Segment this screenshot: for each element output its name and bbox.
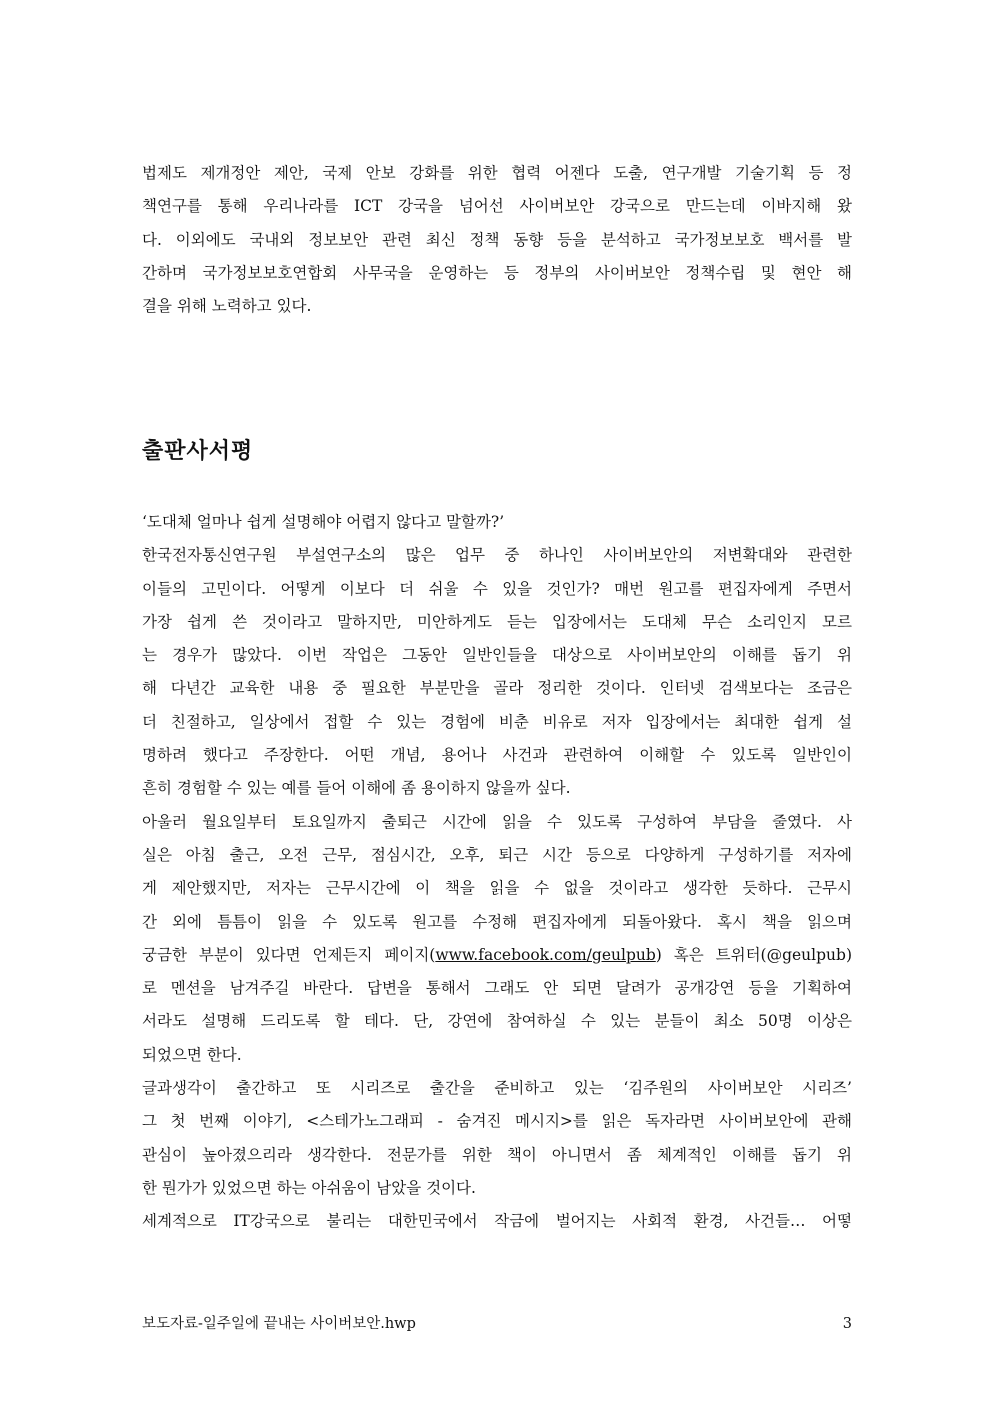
text-line: 로 멘션을 남겨주길 바란다. 답변을 통해서 그래도 안 되면 달려가 공개강연 등을 기획하여: [142, 979, 852, 998]
footer-page-number: 3: [842, 1316, 852, 1332]
text-line: 해 다년간 교육한 내용 중 필요한 부분만을 골라 정리한 것이다. 인터넷 검색보다는 조금은: [142, 679, 852, 698]
text-line: 실은 아침 출근, 오전 근무, 점심시간, 오후, 퇴근 시간 등으로 다양하게 구성하기를 저자에: [142, 845, 852, 864]
text-line: 법제도 제개정안 제안, 국제 안보 강화를 위한 협력 어젠다 도출, 연구개발 기술기획 등 정: [142, 164, 852, 182]
text-line: 결을 위해 노력하고 있다.: [142, 297, 312, 316]
text-line: 더 친절하고, 일상에서 접할 수 있는 경험에 비춘 비유로 저자 입장에서는 최대한 쉽게 설: [142, 712, 852, 731]
text-line: 흔히 경험할 수 있는 예를 들어 이해에 좀 용이하지 않을까 싶다.: [142, 779, 571, 798]
text-line: 아울러 월요일부터 토요일까지 출퇴근 시간에 읽을 수 있도록 구성하여 부담을 줄였다. 사: [142, 812, 852, 831]
review-body: [142, 509, 852, 1242]
text-line: 서라도 설명해 드리도록 할 테다. 단, 강연에 참여하실 수 있는 분들이 최소 50명 이상은: [142, 1012, 852, 1031]
text-line: 다. 이외에도 국내외 정보보안 관련 최신 정책 동향 등을 분석하고 국가정보보호 백서를 발: [142, 230, 852, 249]
link-prefix: 궁금한 부분이 있다면 언제든지 페이지(: [142, 945, 436, 964]
section-title: 출판사서평: [142, 438, 254, 464]
text-line: 는 경우가 많았다. 이번 작업은 그동안 일반인들을 대상으로 사이버보안의 이해를 돕기 위: [142, 646, 852, 665]
text-line: 한 뭔가가 있었으면 하는 아쉬움이 남았을 것이다.: [142, 1178, 476, 1197]
intro-paragraph: [142, 160, 852, 326]
text-line: 되었으면 한다.: [142, 1045, 242, 1064]
quote-line: ‘도대체 얼마나 쉽게 설명해야 어렵지 않다고 말할까?’: [142, 513, 505, 531]
text-line: 그 첫 번째 이야기, <스테가노그래피 - 숨겨진 메시지>를 읽은 독자라면 사이버보안에 관해: [142, 1112, 852, 1131]
text-line: 간 외에 틈틈이 읽을 수 있도록 원고를 수정해 편집자에게 되돌아왔다. 혹시 책을 읽으며: [142, 912, 852, 931]
text-line: 글과생각이 출간하고 또 시리즈로 출간을 준비하고 있는 ‘김주원의 사이버보안 시리즈’: [142, 1079, 852, 1098]
text-line: 한국전자통신연구원 부설연구소의 많은 업무 중 하나인 사이버보안의 저변확대와 관련한: [142, 546, 852, 565]
text-line: 게 제안했지만, 저자는 근무시간에 이 책을 읽을 수 없을 것이라고 생각한 듯하다. 근무시: [142, 879, 852, 898]
link-suffix: ) 혹은 트위터(@geulpub): [655, 945, 852, 964]
text-line: 관심이 높아졌으리라 생각한다. 전문가를 위한 책이 아니면서 좀 체계적인 이해를 돕기 위: [142, 1145, 852, 1164]
footer-filename: 보도자료-일주일에 끝내는 사이버보안.hwp: [142, 1316, 416, 1332]
text-line: 세계적으로 IT강국으로 불리는 대한민국에서 작금에 벌어지는 사회적 환경, 사건들… 어떻: [142, 1212, 852, 1231]
text-line-with-link: [142, 942, 852, 975]
text-line: 명하려 했다고 주장한다. 어떤 개념, 용어나 사건과 관련하여 이해할 수 있도록 일반인이: [142, 746, 852, 765]
text-line: 간하며 국가정보보호연합회 사무국을 운영하는 등 정부의 사이버보안 정책수립 및 현안 해: [142, 263, 852, 282]
facebook-link[interactable]: www.facebook.com/geulpub: [435, 945, 656, 964]
text-line: 책연구를 통해 우리나라를 ICT 강국을 넘어선 사이버보안 강국으로 만드는데 이바지해 왔: [142, 197, 852, 216]
text-line: 가장 쉽게 쓴 것이라고 말하지만, 미안하게도 듣는 입장에서는 도대체 무슨 소리인지 모르: [142, 612, 852, 631]
text-line: 이들의 고민이다. 어떻게 이보다 더 쉬울 수 있을 것인가? 매번 원고를 편집자에게 주면서: [142, 579, 852, 598]
